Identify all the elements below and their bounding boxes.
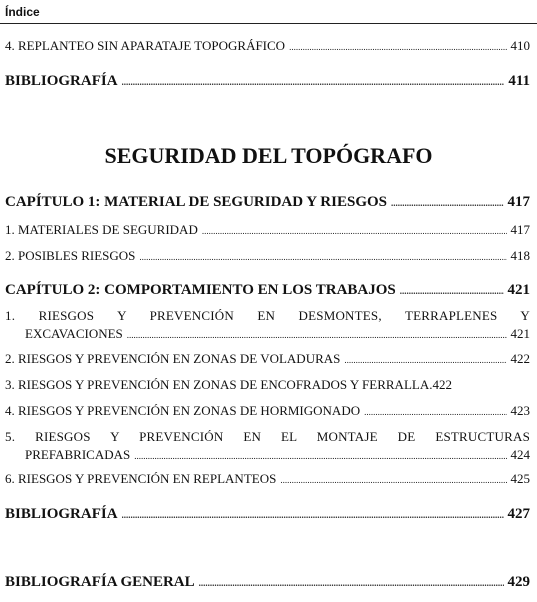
toc-entry-page: 417	[507, 194, 530, 210]
toc-entry-page: 429	[507, 574, 530, 590]
toc-chapter-1[interactable]	[5, 194, 530, 211]
toc-entry-page: 424	[510, 447, 530, 462]
leader-dots	[122, 510, 504, 520]
toc-chapter-2[interactable]	[5, 282, 530, 299]
toc-entry-label: BIBLIOGRAFÍA GENERAL	[5, 574, 195, 590]
toc-entry-label: CAPÍTULO 2: COMPORTAMIENTO EN LOS TRABAJOS	[5, 282, 396, 298]
toc-entry-label: BIBLIOGRAFÍA	[5, 73, 118, 89]
toc-entry[interactable]	[5, 377, 530, 393]
toc-entry-label-line1: 1. RIESGOS Y PREVENCIÓN EN DESMONTES, TERRAPLENES Y	[5, 308, 530, 323]
leader-dots	[199, 578, 504, 588]
toc-entry-page: 418	[510, 248, 530, 263]
header-rule	[0, 23, 537, 24]
toc-entry-label-line1: 5. RIESGOS Y PREVENCIÓN EN EL MONTAJE DE ESTRUCTURAS	[5, 429, 530, 444]
toc-entry-page: 421	[507, 282, 530, 298]
toc-entry-label: 6. RIESGOS Y PREVENCIÓN EN REPLANTEOS	[5, 471, 277, 486]
toc-entry-page: 423	[510, 403, 530, 418]
toc-entry-label: 2. POSIBLES RIESGOS	[5, 248, 136, 263]
toc-entry-page: 417	[510, 222, 530, 237]
toc-entry[interactable]	[5, 38, 530, 54]
leader-dots	[122, 77, 505, 87]
leader-dots	[364, 407, 506, 417]
toc-entry-label: 3. RIESGOS Y PREVENCIÓN EN ZONAS DE ENCOFRADOS Y FERRALLA.	[5, 377, 433, 392]
toc-entry-page: 427	[507, 506, 530, 522]
toc-entry-label: 4. RIESGOS Y PREVENCIÓN EN ZONAS DE HORMIGONADO	[5, 403, 361, 418]
toc-entry-label-line2: EXCAVACIONES	[25, 326, 123, 341]
toc-entry[interactable]	[5, 471, 530, 487]
toc-entry[interactable]	[5, 222, 530, 238]
leader-dots	[391, 198, 503, 208]
toc-entry-wrapped[interactable]	[5, 308, 530, 342]
toc-entry-page: 425	[510, 471, 530, 486]
running-header: Índice	[5, 5, 40, 19]
toc-entry-label-line2: PREFABRICADAS	[25, 447, 131, 462]
toc-entry[interactable]	[5, 351, 530, 367]
toc-entry-page: 421	[510, 326, 530, 341]
toc-entry-label: 4. REPLANTEO SIN APARATAJE TOPOGRÁFICO	[5, 38, 286, 53]
toc-entry-page: 422	[510, 351, 530, 366]
toc-entry[interactable]	[5, 248, 530, 264]
toc-entry-page: 422	[432, 377, 452, 392]
toc-entry-bibliografia[interactable]	[5, 73, 530, 90]
leader-dots	[280, 475, 506, 485]
toc-entry-label: 1. MATERIALES DE SEGURIDAD	[5, 222, 198, 237]
section-title: SEGURIDAD DEL TOPÓGRAFO	[104, 143, 433, 168]
leader-dots	[400, 286, 504, 296]
toc-entry-label: 2. RIESGOS Y PREVENCIÓN EN ZONAS DE VOLADURAS	[5, 351, 341, 366]
leader-dots	[344, 355, 506, 365]
leader-dots	[134, 451, 506, 461]
toc-entry-wrapped[interactable]	[5, 429, 530, 463]
toc-entry-bibliografia-general[interactable]	[5, 574, 530, 591]
toc-entry-label: BIBLIOGRAFÍA	[5, 506, 118, 522]
leader-dots	[289, 42, 506, 52]
toc-entry[interactable]	[5, 403, 530, 419]
leader-dots	[202, 226, 507, 236]
leader-dots	[127, 330, 507, 340]
leader-dots	[139, 252, 506, 262]
toc-entry-page: 410	[510, 38, 530, 53]
toc-entry-page: 411	[508, 73, 530, 89]
toc-entry-label: CAPÍTULO 1: MATERIAL DE SEGURIDAD Y RIESGOS	[5, 194, 388, 210]
toc-entry-bibliografia[interactable]	[5, 506, 530, 523]
